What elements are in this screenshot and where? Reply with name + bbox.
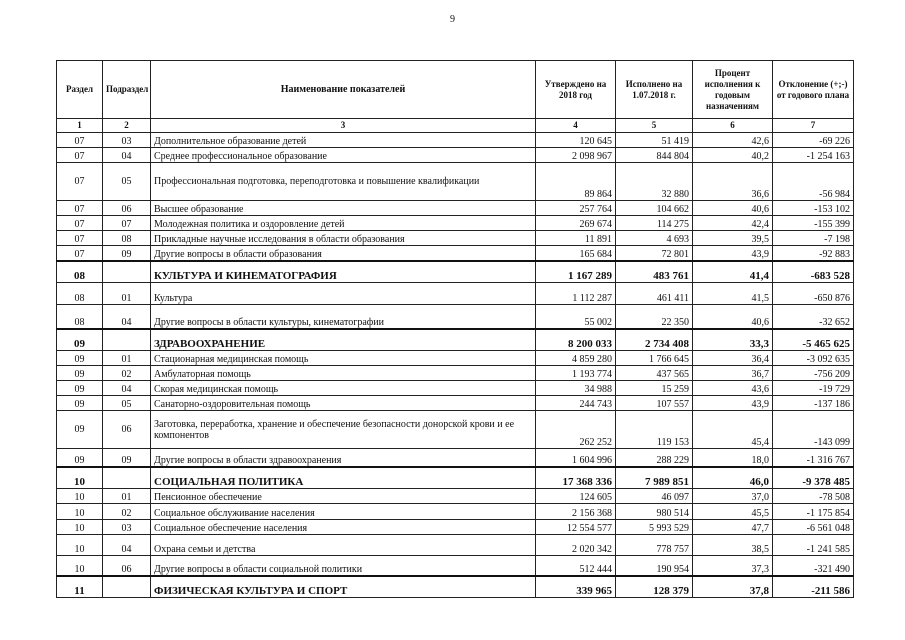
column-number: 3 [151,119,536,133]
cell-percent: 45,4 [693,411,773,449]
cell-deviation: -92 883 [773,246,854,261]
cell-name: Социальное обеспечение населения [151,520,536,535]
cell-percent: 37,0 [693,489,773,504]
cell-name: Культура [151,283,536,305]
cell-name: Молодежная политика и оздоровление детей [151,216,536,231]
cell-podrazdel: 06 [103,411,151,449]
cell-deviation: -6 561 048 [773,520,854,535]
cell-approved: 1 112 287 [536,283,616,305]
cell-razdel: 09 [57,329,103,351]
cell-percent: 43,9 [693,246,773,261]
cell-name: Прикладные научные исследования в области образования [151,231,536,246]
cell-name: Высшее образование [151,201,536,216]
cell-deviation: -9 378 485 [773,467,854,489]
cell-approved: 2 020 342 [536,535,616,556]
cell-executed: 980 514 [616,504,693,520]
cell-razdel: 08 [57,261,103,283]
cell-deviation: -56 984 [773,163,854,201]
cell-name: СОЦИАЛЬНАЯ ПОЛИТИКА [151,467,536,489]
cell-razdel: 10 [57,467,103,489]
cell-razdel: 10 [57,535,103,556]
cell-executed: 2 734 408 [616,329,693,351]
cell-executed: 1 766 645 [616,351,693,366]
cell-podrazdel: 09 [103,449,151,467]
cell-razdel: 10 [57,556,103,576]
cell-podrazdel: 04 [103,305,151,329]
cell-name: ЗДРАВООХРАНЕНИЕ [151,329,536,351]
cell-name: Другие вопросы в области здравоохранения [151,449,536,467]
section-row [57,467,854,489]
cell-razdel: 07 [57,201,103,216]
cell-executed: 437 565 [616,366,693,381]
cell-podrazdel: 01 [103,351,151,366]
cell-name: КУЛЬТУРА И КИНЕМАТОГРАФИЯ [151,261,536,283]
cell-razdel: 08 [57,283,103,305]
cell-approved: 8 200 033 [536,329,616,351]
cell-podrazdel: 01 [103,283,151,305]
cell-percent: 46,0 [693,467,773,489]
cell-approved: 34 988 [536,381,616,396]
cell-deviation: -19 729 [773,381,854,396]
cell-approved: 262 252 [536,411,616,449]
cell-razdel: 09 [57,449,103,467]
cell-approved: 257 764 [536,201,616,216]
cell-percent: 39,5 [693,231,773,246]
cell-approved: 120 645 [536,133,616,148]
cell-deviation: -7 198 [773,231,854,246]
cell-podrazdel: 02 [103,504,151,520]
table-row [57,283,854,305]
col-header-executed: Исполнено на 1.07.2018 г. [616,61,693,119]
cell-executed: 778 757 [616,535,693,556]
cell-podrazdel: 04 [103,148,151,163]
header-row [57,61,854,119]
cell-executed: 7 989 851 [616,467,693,489]
cell-name: Социальное обслуживание населения [151,504,536,520]
cell-percent: 42,4 [693,216,773,231]
cell-approved: 1 604 996 [536,449,616,467]
cell-executed: 46 097 [616,489,693,504]
cell-approved: 339 965 [536,576,616,598]
cell-razdel: 09 [57,396,103,411]
cell-approved: 512 444 [536,556,616,576]
cell-percent: 18,0 [693,449,773,467]
cell-razdel: 10 [57,520,103,535]
cell-executed: 483 761 [616,261,693,283]
cell-percent: 43,9 [693,396,773,411]
cell-name: Охрана семьи и детства [151,535,536,556]
cell-executed: 107 557 [616,396,693,411]
cell-razdel: 07 [57,163,103,201]
cell-executed: 288 229 [616,449,693,467]
cell-approved: 1 167 289 [536,261,616,283]
cell-approved: 244 743 [536,396,616,411]
cell-name: Заготовка, переработка, хранение и обеспечение безопасности донорской крови и ее компонентов [151,411,536,449]
cell-podrazdel: 03 [103,133,151,148]
cell-razdel: 09 [57,366,103,381]
column-number: 1 [57,119,103,133]
table-row [57,163,854,201]
cell-podrazdel: 09 [103,246,151,261]
section-row [57,576,854,598]
cell-podrazdel [103,261,151,283]
cell-percent: 40,6 [693,201,773,216]
table-row [57,556,854,576]
cell-approved: 12 554 577 [536,520,616,535]
cell-deviation: -78 508 [773,489,854,504]
column-number: 7 [773,119,854,133]
cell-deviation: -1 254 163 [773,148,854,163]
cell-approved: 269 674 [536,216,616,231]
cell-approved: 1 193 774 [536,366,616,381]
cell-percent: 40,2 [693,148,773,163]
col-header-podrazdel: Подраздел [103,61,151,119]
cell-podrazdel [103,467,151,489]
cell-executed: 51 419 [616,133,693,148]
cell-deviation: -153 102 [773,201,854,216]
cell-deviation: -32 652 [773,305,854,329]
cell-name: ФИЗИЧЕСКАЯ КУЛЬТУРА И СПОРТ [151,576,536,598]
cell-deviation: -211 586 [773,576,854,598]
cell-podrazdel [103,576,151,598]
cell-deviation: -650 876 [773,283,854,305]
cell-razdel: 07 [57,231,103,246]
cell-percent: 43,6 [693,381,773,396]
cell-approved: 124 605 [536,489,616,504]
cell-name: Другие вопросы в области культуры, кинематографии [151,305,536,329]
page-number: 9 [450,14,455,25]
cell-deviation: -756 209 [773,366,854,381]
cell-percent: 42,6 [693,133,773,148]
col-header-approved: Утверждено на 2018 год [536,61,616,119]
column-number: 4 [536,119,616,133]
table-row [57,396,854,411]
cell-podrazdel: 07 [103,216,151,231]
cell-approved: 11 891 [536,231,616,246]
cell-razdel: 10 [57,489,103,504]
column-number: 5 [616,119,693,133]
cell-razdel: 08 [57,305,103,329]
cell-approved: 4 859 280 [536,351,616,366]
column-number: 2 [103,119,151,133]
table-row [57,449,854,467]
table-row [57,201,854,216]
cell-executed: 32 880 [616,163,693,201]
cell-executed: 5 993 529 [616,520,693,535]
column-number-row [57,119,854,133]
cell-executed: 190 954 [616,556,693,576]
cell-approved: 89 864 [536,163,616,201]
table-row [57,305,854,329]
table-row [57,148,854,163]
cell-executed: 72 801 [616,246,693,261]
cell-deviation: -321 490 [773,556,854,576]
section-row [57,329,854,351]
cell-razdel: 07 [57,133,103,148]
table-row [57,351,854,366]
cell-deviation: -1 241 585 [773,535,854,556]
cell-name: Другие вопросы в области образования [151,246,536,261]
cell-executed: 104 662 [616,201,693,216]
cell-percent: 41,4 [693,261,773,283]
cell-percent: 36,7 [693,366,773,381]
cell-podrazdel: 03 [103,520,151,535]
table-row [57,381,854,396]
col-header-name: Наименование показателей [151,61,536,119]
cell-percent: 36,4 [693,351,773,366]
cell-percent: 37,8 [693,576,773,598]
cell-executed: 114 275 [616,216,693,231]
cell-name: Другие вопросы в области социальной политики [151,556,536,576]
cell-deviation: -137 186 [773,396,854,411]
cell-podrazdel: 06 [103,201,151,216]
cell-razdel: 10 [57,504,103,520]
cell-name: Пенсионное обеспечение [151,489,536,504]
cell-percent: 33,3 [693,329,773,351]
cell-name: Профессиональная подготовка, переподготовка и повышение квалификации [151,163,536,201]
cell-name: Среднее профессиональное образование [151,148,536,163]
cell-deviation: -69 226 [773,133,854,148]
cell-podrazdel: 05 [103,396,151,411]
cell-podrazdel: 02 [103,366,151,381]
cell-approved: 55 002 [536,305,616,329]
cell-executed: 119 153 [616,411,693,449]
column-number: 6 [693,119,773,133]
cell-executed: 4 693 [616,231,693,246]
cell-razdel: 07 [57,148,103,163]
cell-podrazdel [103,329,151,351]
cell-razdel: 09 [57,351,103,366]
table-row [57,246,854,261]
cell-approved: 17 368 336 [536,467,616,489]
cell-podrazdel: 08 [103,231,151,246]
cell-percent: 37,3 [693,556,773,576]
cell-percent: 38,5 [693,535,773,556]
cell-razdel: 07 [57,246,103,261]
cell-name: Санаторно-оздоровительная помощь [151,396,536,411]
col-header-percent: Процент исполнения к годовым назначениям [693,61,773,119]
cell-deviation: -1 316 767 [773,449,854,467]
cell-percent: 45,5 [693,504,773,520]
cell-percent: 36,6 [693,163,773,201]
cell-podrazdel: 04 [103,381,151,396]
cell-deviation: -683 528 [773,261,854,283]
cell-deviation: -1 175 854 [773,504,854,520]
cell-executed: 461 411 [616,283,693,305]
cell-podrazdel: 06 [103,556,151,576]
table-row [57,504,854,520]
cell-deviation: -5 465 625 [773,329,854,351]
budget-execution-table [56,60,854,598]
cell-approved: 2 098 967 [536,148,616,163]
table-row [57,133,854,148]
col-header-razdel: Раздел [57,61,103,119]
cell-razdel: 07 [57,216,103,231]
cell-percent: 47,7 [693,520,773,535]
cell-podrazdel: 05 [103,163,151,201]
table-row [57,520,854,535]
cell-approved: 2 156 368 [536,504,616,520]
table-row [57,216,854,231]
section-row [57,261,854,283]
table-row [57,535,854,556]
cell-name: Дополнительное образование детей [151,133,536,148]
table-row [57,489,854,504]
cell-percent: 41,5 [693,283,773,305]
cell-executed: 15 259 [616,381,693,396]
table-row [57,231,854,246]
table-row [57,366,854,381]
table-row [57,411,854,449]
cell-executed: 22 350 [616,305,693,329]
cell-razdel: 11 [57,576,103,598]
cell-name: Амбулаторная помощь [151,366,536,381]
cell-razdel: 09 [57,411,103,449]
cell-executed: 844 804 [616,148,693,163]
cell-deviation: -3 092 635 [773,351,854,366]
cell-name: Скорая медицинская помощь [151,381,536,396]
cell-podrazdel: 01 [103,489,151,504]
cell-deviation: -143 099 [773,411,854,449]
cell-podrazdel: 04 [103,535,151,556]
cell-deviation: -155 399 [773,216,854,231]
col-header-deviation: Отклонение (+;-) от годового плана [773,61,854,119]
cell-percent: 40,6 [693,305,773,329]
cell-approved: 165 684 [536,246,616,261]
cell-razdel: 09 [57,381,103,396]
cell-executed: 128 379 [616,576,693,598]
cell-name: Стационарная медицинская помощь [151,351,536,366]
